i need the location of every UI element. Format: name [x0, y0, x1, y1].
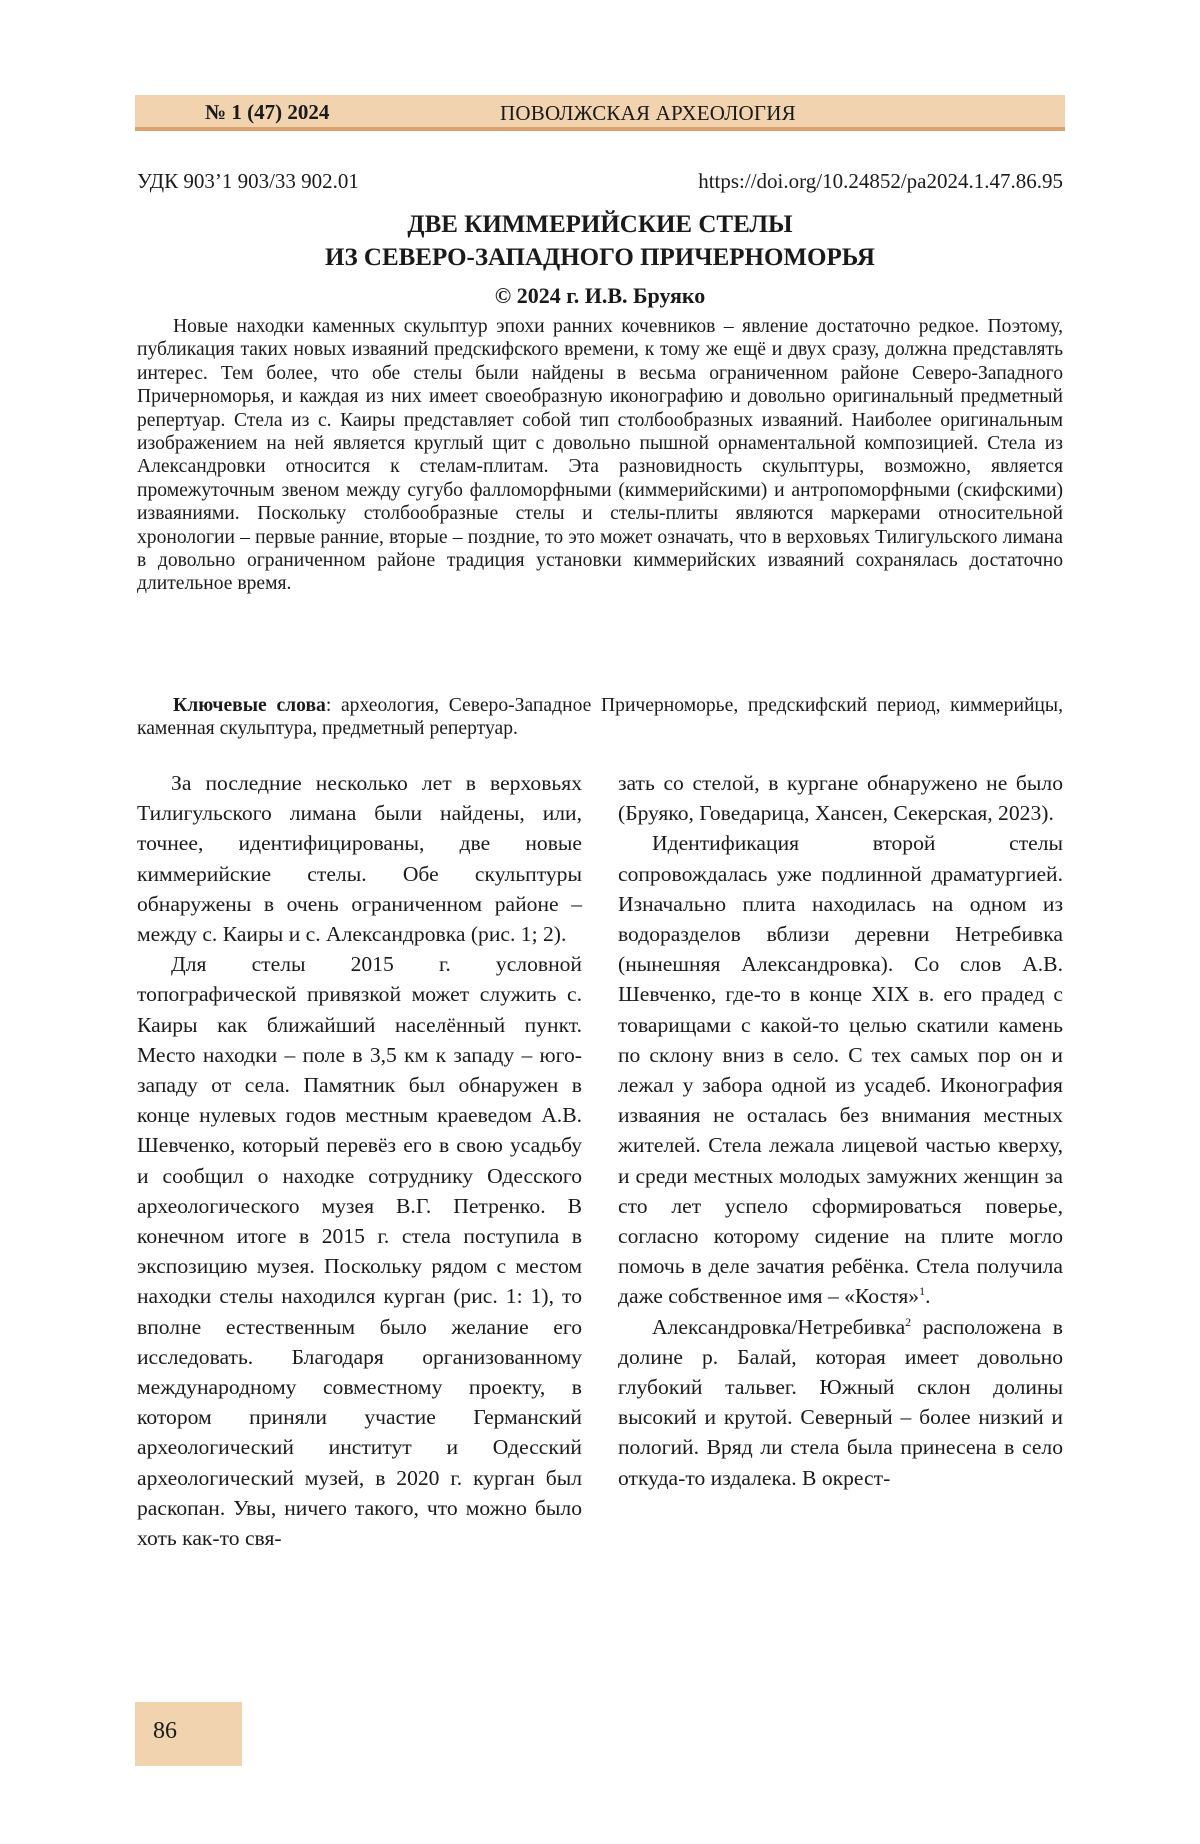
- doi-link[interactable]: https://doi.org/10.24852/pa2024.1.47.86.95: [698, 169, 1063, 193]
- paragraph: зать со стелой, в кургане обнаружено не было (Бруяко, Говедарица, Хансен, Секерская, 2023).: [618, 771, 1063, 826]
- paragraph: [618, 1312, 1063, 1493]
- running-header: [135, 95, 1065, 131]
- paragraph-text: расположена в долине р. Балай, которая имеет довольно глубокий тальвег. Южный склон долины высокий и крутой. Северный – более низкий и пологий. Вряд ли стела была принесена в село откуда-то издалека. В окрест-: [618, 1314, 1063, 1490]
- footnote-ref[interactable]: 2: [905, 1314, 912, 1329]
- issue-number: № 1 (47) 2024: [205, 100, 330, 124]
- author-line: © 2024 г. И.В. Бруяко: [494, 283, 706, 308]
- body-column-left: [137, 768, 582, 1553]
- article-meta: [137, 169, 1063, 194]
- paragraph-text: .: [925, 1284, 931, 1309]
- footnote-ref[interactable]: 1: [919, 1284, 926, 1299]
- paragraph-text: Александровка/Нетребивка: [652, 1314, 906, 1339]
- page-number: 86: [153, 1718, 177, 1744]
- keywords-text: : археология, Северо-Западное Причерноморье, предскифский период, киммерийцы, каменная скульптура, предметный репертуар.: [137, 695, 1063, 740]
- paragraph-text: Идентификация второй стелы сопровождалась уже подлинной драматургией. Изначально плита находилась на одном из водоразделов вблизи деревни Нетребивка (нынешняя Александровка). Со слов А.В. Шевченко, где-то в конце XIX в. его прадед с товарищами с какой-то целью скатили камень по склону вниз в село. С тех самых пор он и лежал у забора одной из усадеб. Иконография изваяния не осталась без внимания местных жителей. Стела лежала лицевой частью кверху, и среди местных молодых замужних женщин за сто лет успело сформироваться поверье, согласно которому сидение на плите могло помочь в деле зачатия ребёнка. Стела получила даже собственное имя – «Костя»: [618, 831, 1063, 1309]
- keywords-label: Ключевые слова: [173, 695, 326, 716]
- title-line-2: ИЗ СЕВЕРО-ЗАПАДНОГО ПРИЧЕРНОМОРЬЯ: [325, 244, 875, 271]
- paragraph: За последние несколько лет в верховьях Тилигульского лимана были найдены, или, точнее, идентифицированы, две новые киммерийские стелы. Обе скульптуры обнаружены в очень ограниченном районе – между с. Каиры и с. Александровка (рис. 1; 2).: [137, 771, 582, 947]
- article-title: [135, 208, 1065, 274]
- keywords: [137, 694, 1063, 741]
- abstract-text: Новые находки каменных скульптур эпохи ранних кочевников – явление достаточно редкое. Поэтому, публикация таких новых изваяний предскифского времени, к тому же ещё и двух сразу, должна представлять интерес. Тем более, что обе стелы были найдены в весьма ограниченном районе Северо-Западного Причерноморья, и каждая из них имеет своеобразную иконографию и довольно оригинальный предметный репертуар. Стела из с. Каиры представляет собой тип столбообразных изваяний. Наиболее оригинальным изображением на ней является круглый щит с довольно пышной орнаментальной композицией. Стела из Александровки относится к стелам-плитам. Эта разновидность скульптуры, возможно, является промежуточным звеном между сугубо фалломорфными (киммерийскими) и антропоморфными (скифскими) изваяниями. Поскольку столбообразные стелы и стелы-плиты являются маркерами относительной хронологии – первые ранние, вторые – поздние, то это может означать, что в верховьях Тилигульского лимана в довольно ограниченном районе традиция установки киммерийских изваяний сохранялась достаточно длительное время.: [137, 316, 1063, 595]
- paragraph: Для стелы 2015 г. условной топографической привязкой может служить с. Каиры как ближайший населённый пункт. Место находки – поле в 3,5 км к западу – юго-западу от села. Памятник был обнаружен в конце нулевых годов местным краеведом А.В. Шевченко, который перевёз его в свою усадьбу и сообщил о находке сотруднику Одесского археологического музея В.Г. Петренко. В конечном итоге в 2015 г. стела поступила в экспозицию музея. Поскольку рядом с местом находки стелы находился курган (рис. 1: 1), то вполне естественным было желание его исследовать. Благодаря организованному международному совместному проекту, в котором приняли участие Германский археологический институт и Одесский археологический музей, в 2020 г. курган был раскопан. Увы, ничего такого, что можно было хоть как-то свя-: [137, 952, 582, 1551]
- abstract: [137, 315, 1063, 596]
- title-line-1: ДВЕ КИММЕРИЙСКИЕ СТЕЛЫ: [407, 211, 793, 238]
- body-column-right: [618, 768, 1063, 1493]
- page-number-box: [135, 1702, 242, 1766]
- journal-title: ПОВОЛЖСКАЯ АРХЕОЛОГИЯ: [500, 101, 796, 125]
- paragraph: [618, 828, 1063, 1311]
- udk-code: УДК 903’1 903/33 902.01: [137, 169, 359, 193]
